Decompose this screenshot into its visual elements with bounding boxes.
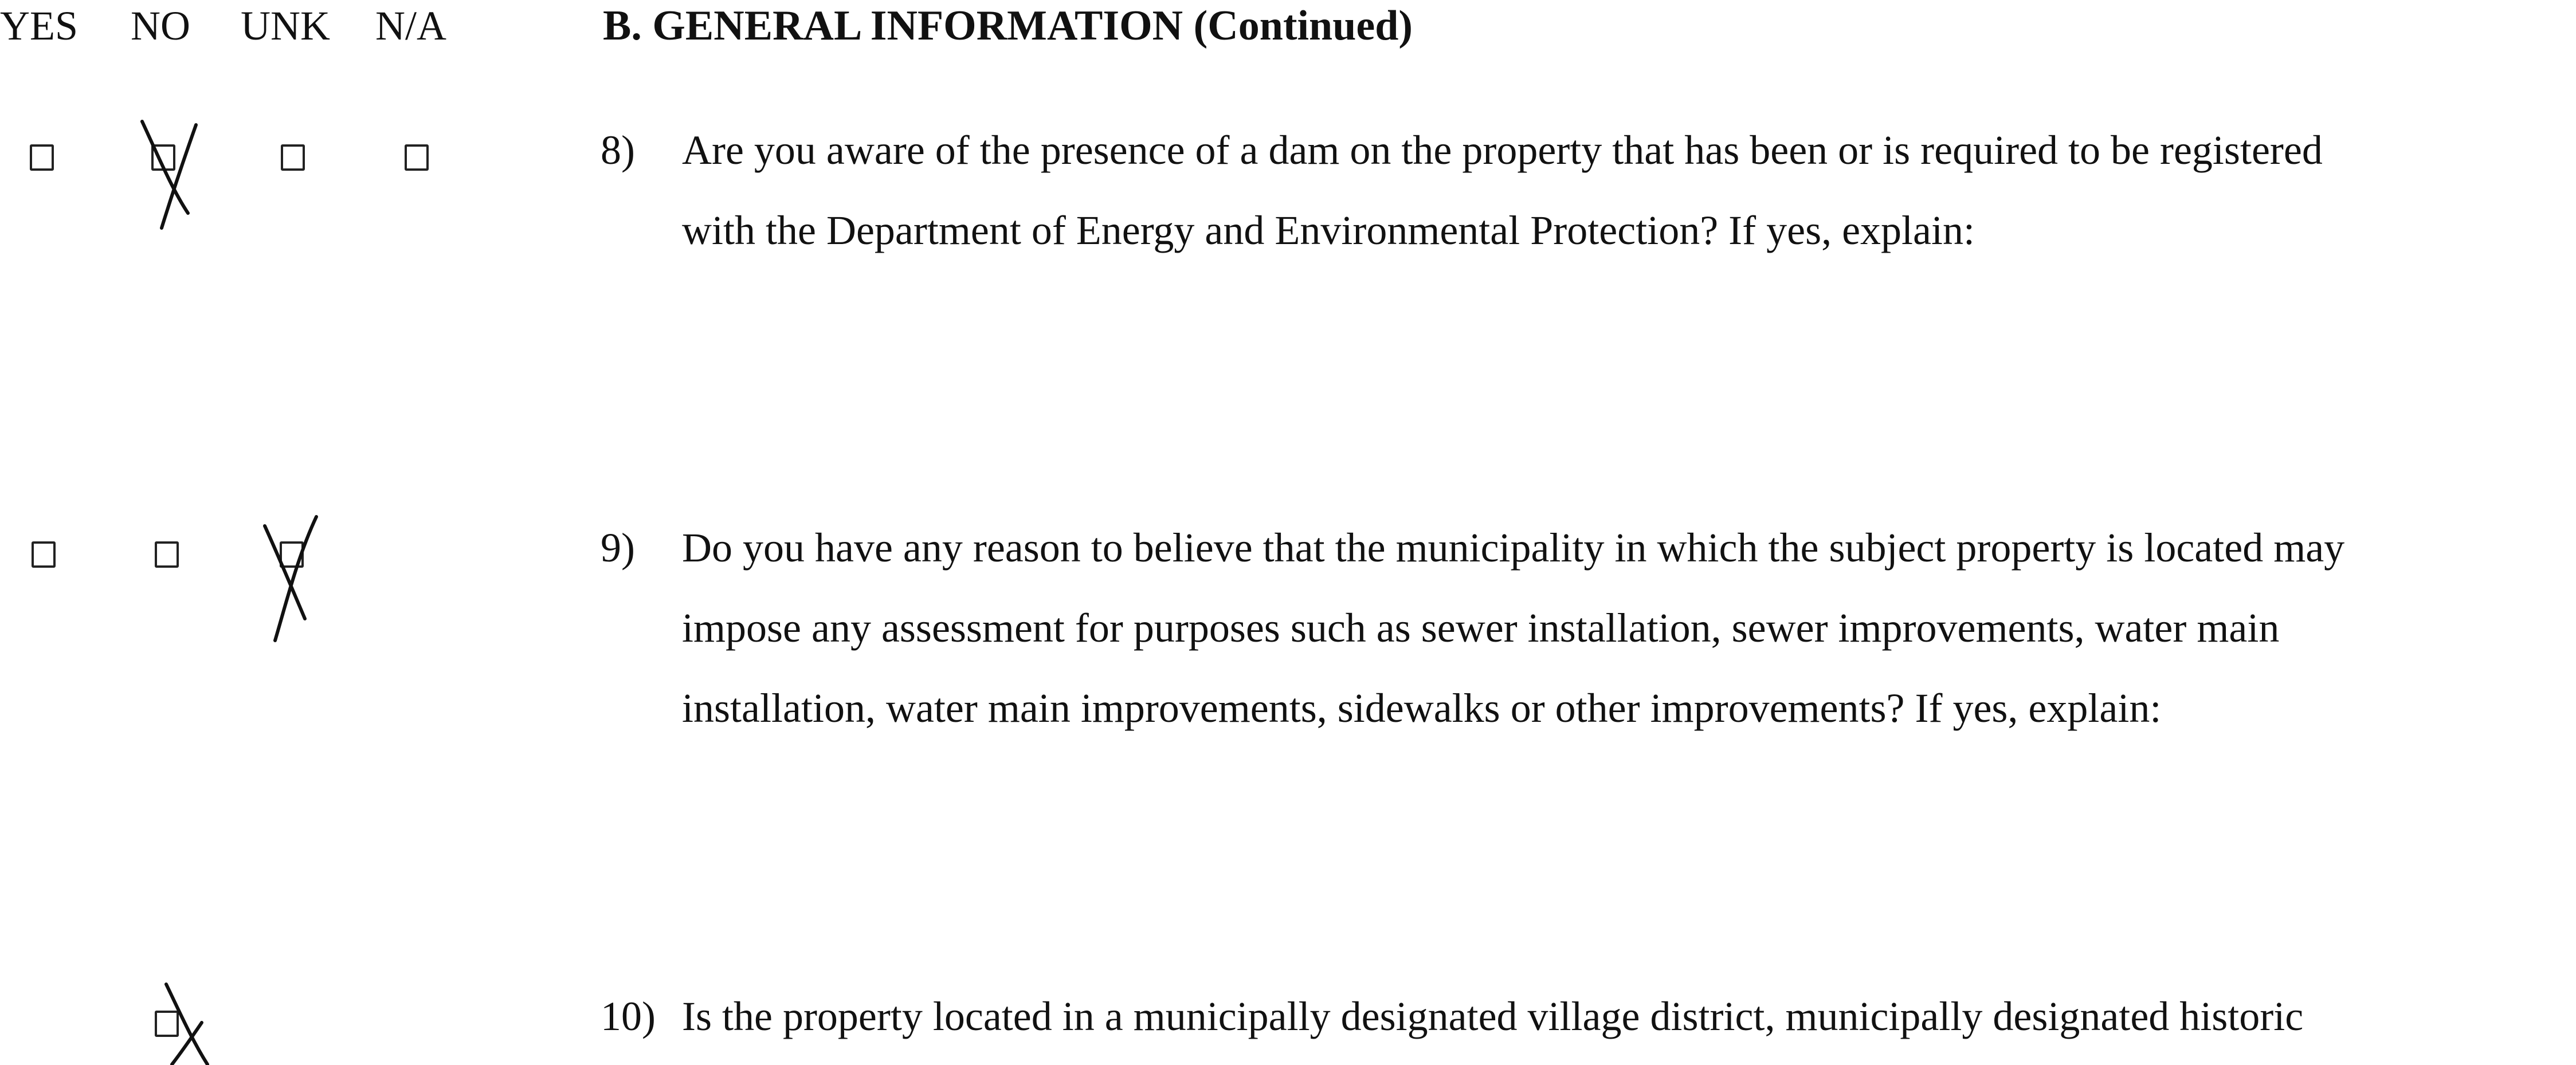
q9-line-3: installation, water main improvements, sidewalks or other improvements? If yes, explain: <box>682 685 2162 731</box>
q10-line-1: Is the property located in a municipally designated village district, municipally designated historic <box>682 993 2304 1039</box>
q8-line-1: Are you aware of the presence of a dam on the property that has been or is required to be registered <box>682 127 2323 173</box>
q9-question-text <box>682 508 2573 748</box>
q8-no-check-mark <box>132 109 212 235</box>
q9-yes-checkbox[interactable] <box>32 541 56 568</box>
column-header-yes: YES <box>0 3 79 49</box>
q8-na-checkbox[interactable] <box>405 144 429 171</box>
q8-number: 8) <box>601 127 635 173</box>
column-header-no: NO <box>131 3 190 49</box>
q8-question-text <box>682 110 2573 270</box>
q10-no-check-mark <box>143 974 218 1065</box>
q9-line-1: Do you have any reason to believe that the municipality in which the subject property is located may <box>682 525 2345 571</box>
column-header-unk: UNK <box>241 3 330 49</box>
q9-no-checkbox[interactable] <box>155 541 179 568</box>
column-header-na: N/A <box>375 3 446 49</box>
q9-line-2: impose any assessment for purposes such as sewer installation, sewer improvements, water main <box>682 605 2280 651</box>
q8-line-2: with the Department of Energy and Environmental Protection? If yes, explain: <box>682 207 1975 253</box>
q9-number: 9) <box>601 525 635 571</box>
q9-unk-check-mark <box>252 510 332 647</box>
q8-unk-checkbox[interactable] <box>281 144 305 171</box>
q10-number: 10) <box>601 993 656 1039</box>
q10-question-text <box>682 976 2573 1056</box>
q8-yes-checkbox[interactable] <box>30 144 54 171</box>
section-title: B. GENERAL INFORMATION (Continued) <box>603 2 1413 49</box>
